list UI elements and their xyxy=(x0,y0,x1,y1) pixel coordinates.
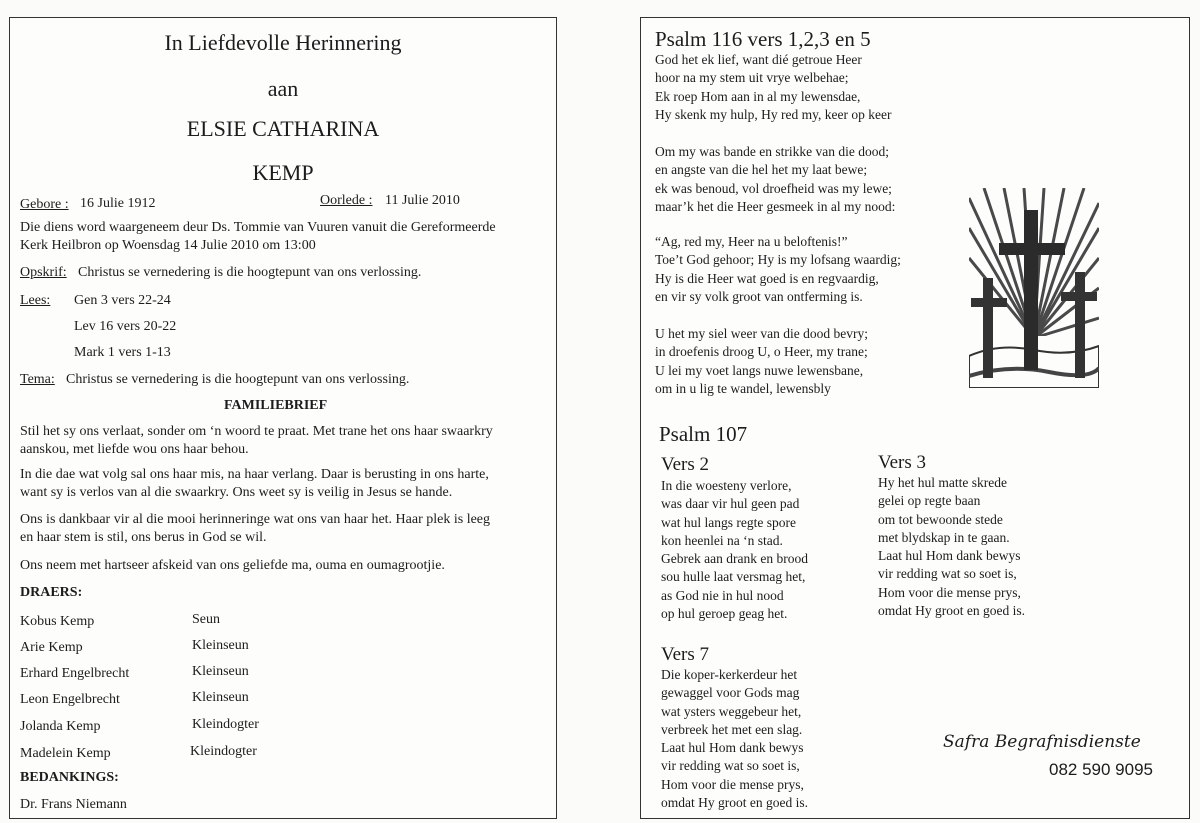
verse-line: God het ek lief, want dié getroue Heer xyxy=(655,52,862,67)
deceased-surname: KEMP xyxy=(252,160,314,185)
verse-line: U het my siel weer van die dood bevry; xyxy=(655,326,868,341)
died-label: Oorlede : xyxy=(320,193,373,208)
psalm-107-heading: Psalm 107 xyxy=(659,422,748,446)
verse-line: Om my was bande en strikke van die dood; xyxy=(655,144,889,159)
psalm-116-stanza-2 xyxy=(655,143,895,216)
vers-2-text xyxy=(661,477,808,623)
three-crosses-image xyxy=(969,188,1099,388)
verse-line: vir redding wat so soet is, xyxy=(878,566,1017,582)
familiebrief-heading: FAMILIEBRIEF xyxy=(224,398,328,413)
verse-line: verbreek het met een slag. xyxy=(661,721,803,737)
verse-line: hoor na my stem uit vrye welbehae; xyxy=(655,70,849,86)
letter-para2-line2: want sy is verlos van al die swaarkry. Ons weet sy is veilig in Jesus se hande. xyxy=(20,485,453,500)
verse-line: in droefenis droog U, o Heer, my trane; xyxy=(655,344,868,360)
verse-line: “Ag, red my, Heer na u beloftenis!” xyxy=(655,234,848,249)
psalm-116-stanza-1 xyxy=(655,51,891,124)
letter-para1-line1: Stil het sy ons verlaat, sonder om ‘n woord te praat. Met trane het ons haar swaarkry xyxy=(20,424,493,439)
tema-label: Tema: xyxy=(20,372,55,387)
verse-line: Hom voor die mense prys, xyxy=(878,584,1021,600)
verse-line: was daar vir hul geen pad xyxy=(661,496,800,512)
verse-line: ek was benoud, vol droefheid was my lewe; xyxy=(655,180,892,196)
verse-line: gelei op regte baan xyxy=(878,493,981,509)
aan-text: aan xyxy=(267,76,299,101)
pallbearer-name: Arie Kemp xyxy=(20,640,83,655)
letter-para2-line1: In die dae wat volg sal ons haar mis, na haar verlang. Daar is berusting in ons harte, xyxy=(20,467,489,482)
verse-line: om tot bewoonde stede xyxy=(878,511,1003,527)
tema-text: Christus se vernedering is die hoogtepunt van ons verlossing. xyxy=(66,372,410,387)
verse-line: wat hul langs regte spore xyxy=(661,514,796,530)
verse-line: Gebrek aan drank en brood xyxy=(661,551,808,567)
reading-item: Lev 16 vers 20-22 xyxy=(74,319,177,334)
verse-line: U lei my voet langs nuwe lewensbane, xyxy=(655,362,864,378)
left-page xyxy=(9,17,557,819)
psalm-116-stanza-3 xyxy=(655,233,901,306)
verse-line: en vir sy volk groot van ontferming is. xyxy=(655,288,863,304)
verse-line: vir redding wat so soet is, xyxy=(661,758,800,774)
letter-para3-line1: Ons is dankbaar vir al die mooi herinneringe wat ons van haar het. Haar plek is leeg xyxy=(20,512,491,527)
verse-line: Die koper-kerkerdeur het xyxy=(661,667,798,682)
draers-heading: DRAERS: xyxy=(20,585,83,600)
psalm-116-heading: Psalm 116 vers 1,2,3 en 5 xyxy=(655,27,871,51)
verse-line: as God nie in hul nood xyxy=(661,587,784,603)
pallbearer-name: Jolanda Kemp xyxy=(20,719,101,734)
funeral-home-name: Safra Begrafnisdienste xyxy=(943,732,1141,752)
verse-line: om in u lig te wandel, lewensbly xyxy=(655,380,831,396)
verse-line: Hy het hul matte skrede xyxy=(878,475,1007,490)
verse-line: Hom voor die mense prys, xyxy=(661,776,804,792)
vers-3-text xyxy=(878,474,1025,620)
opskrif-label: Opskrif: xyxy=(20,265,67,280)
verse-line: met blydskap in te gaan. xyxy=(878,529,1010,545)
pallbearer-name: Kobus Kemp xyxy=(20,614,95,629)
letter-para3-line2: en haar stem is stil, ons berus in God se wil. xyxy=(20,530,267,545)
verse-line: sou hulle laat versmag het, xyxy=(661,569,806,585)
vers-7-text xyxy=(661,666,808,812)
verse-line: omdat Hy groot en goed is. xyxy=(878,603,1025,619)
letter-para1-line2: aanskou, met liefde wou ons haar behou. xyxy=(20,442,249,457)
opskrif-text: Christus se vernedering is die hoogtepunt van ons verlossing. xyxy=(78,265,422,280)
bedankings-heading: BEDANKINGS: xyxy=(20,770,119,785)
thanks-name: Dr. Frans Niemann xyxy=(20,797,127,812)
verse-line: omdat Hy groot en goed is. xyxy=(661,795,808,811)
verse-line: Ek roep Hom aan in al my lewensdae, xyxy=(655,88,861,104)
verse-line: Hy is die Heer wat goed is en regvaardig, xyxy=(655,270,879,286)
born-value: 16 Julie 1912 xyxy=(80,196,156,211)
pallbearer-relation: Kleinseun xyxy=(192,690,249,705)
born-label: Gebore : xyxy=(20,197,69,212)
verse-line: gewaggel voor Gods mag xyxy=(661,685,800,701)
pallbearer-relation: Kleinseun xyxy=(192,664,249,679)
pallbearer-relation: Kleinseun xyxy=(192,638,249,653)
verse-line: kon heenlei na ‘n stad. xyxy=(661,532,783,548)
pallbearer-name: Madelein Kemp xyxy=(20,746,111,761)
lees-label: Lees: xyxy=(20,293,51,308)
verse-line: Laat hul Hom dank bewys xyxy=(878,548,1021,564)
vers-7-heading: Vers 7 xyxy=(661,644,710,665)
verse-line: wat ysters weggebeur het, xyxy=(661,703,802,719)
verse-line: Laat hul Hom dank bewys xyxy=(661,740,804,756)
letter-para4: Ons neem met hartseer afskeid van ons geliefde ma, ouma en oumagrootjie. xyxy=(20,558,445,573)
deceased-name: ELSIE CATHARINA xyxy=(186,116,380,141)
pallbearer-relation: Kleindogter xyxy=(190,744,257,759)
right-page xyxy=(640,17,1190,819)
memorial-heading: In Liefdevolle Herinnering xyxy=(164,30,402,55)
psalm-116-stanza-4 xyxy=(655,325,868,398)
verse-line: en angste van die hel het my laat bewe; xyxy=(655,162,868,178)
pallbearer-name: Erhard Engelbrecht xyxy=(20,666,130,681)
verse-line: maar’k het die Heer gesmeek in al my nood: xyxy=(655,198,896,214)
vers-3-heading: Vers 3 xyxy=(878,452,927,473)
vers-2-heading: Vers 2 xyxy=(661,454,710,475)
reading-item: Mark 1 vers 1-13 xyxy=(74,345,171,360)
pallbearer-name: Leon Engelbrecht xyxy=(20,692,120,707)
verse-line: In die woesteny verlore, xyxy=(661,478,792,493)
reading-item: Gen 3 vers 22-24 xyxy=(74,293,171,308)
service-info-line1: Die diens word waargeneem deur Ds. Tommie van Vuuren vanuit die Gereformeerde xyxy=(20,220,496,235)
pallbearer-relation: Kleindogter xyxy=(192,717,259,732)
service-info-line2: Kerk Heilbron op Woensdag 14 Julie 2010 om 13:00 xyxy=(20,238,316,253)
died-value: 11 Julie 2010 xyxy=(385,193,460,208)
verse-line: Toe’t God gehoor; Hy is my lofsang waardig; xyxy=(655,252,901,268)
pallbearer-relation: Seun xyxy=(192,612,220,627)
funeral-home-phone: 082 590 9095 xyxy=(1049,760,1153,779)
verse-line: Hy skenk my hulp, Hy red my, keer op keer xyxy=(655,106,892,122)
verse-line: op hul geroep geag het. xyxy=(661,606,788,622)
